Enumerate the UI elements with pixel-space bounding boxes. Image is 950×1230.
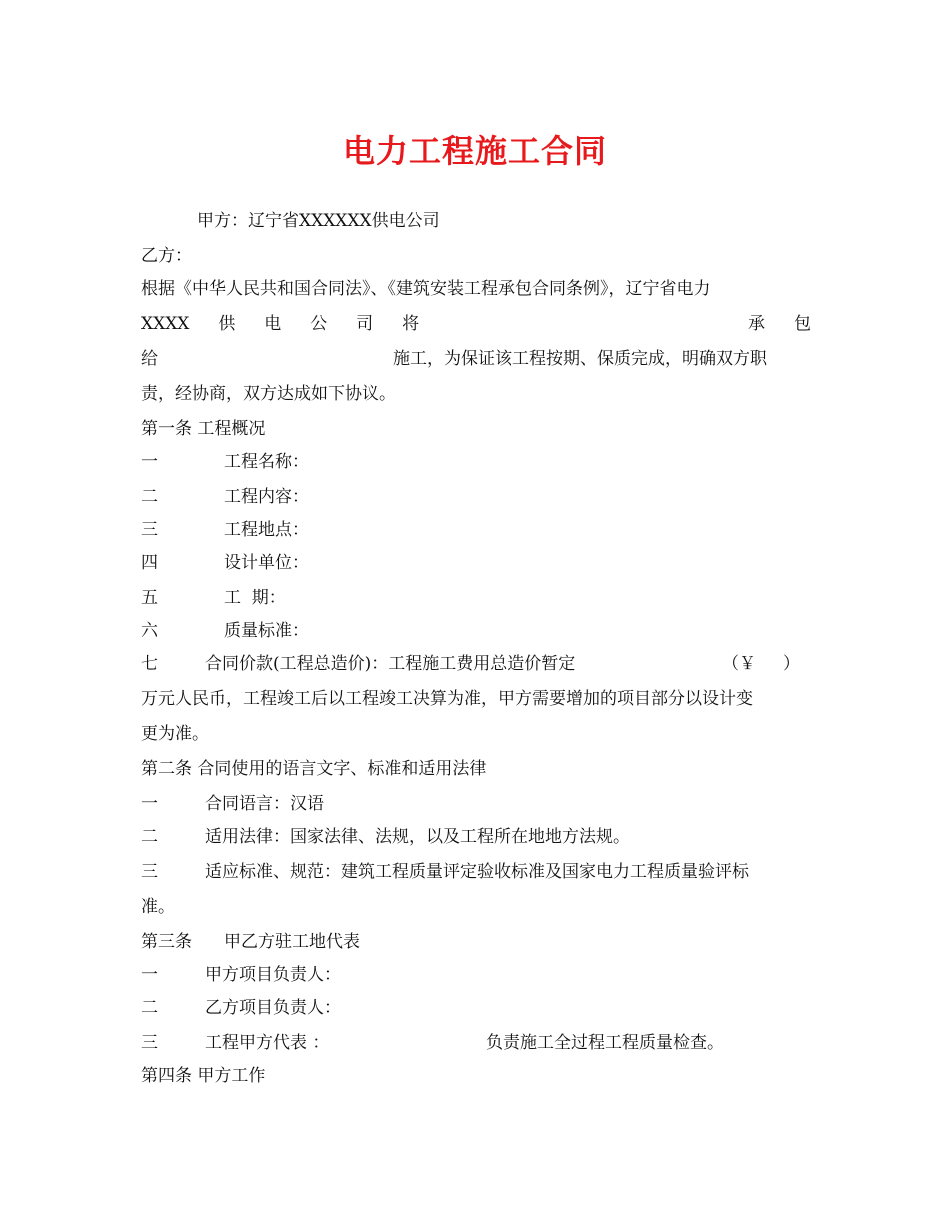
article-4-heading: 第四条 甲方工作 bbox=[141, 1066, 266, 1086]
article-3-heading-num: 第三条 bbox=[141, 932, 192, 952]
article-2-item-num: 三 bbox=[141, 862, 158, 882]
preamble-word: XXXX bbox=[141, 314, 190, 334]
preamble-word: 将 bbox=[402, 314, 420, 334]
preamble-line-1: 根据《中华人民共和国合同法》、《建筑安装工程承包合同条例》，辽宁省电力 bbox=[141, 279, 711, 299]
preamble-line-4: 责，经协商，双方达成如下协议。 bbox=[141, 384, 396, 404]
party-a-line: 甲方：辽宁省XXXXXX供电公司 bbox=[197, 211, 440, 231]
article-1-item-num: 二 bbox=[141, 487, 158, 507]
article-1-item-text: 工程内容： bbox=[224, 487, 309, 507]
article-3-item-num: 二 bbox=[141, 998, 158, 1018]
article-3-item-num: 一 bbox=[141, 965, 158, 985]
preamble-word: 电 bbox=[264, 314, 282, 334]
preamble-word: 公 bbox=[310, 314, 328, 334]
article-1-item-cont: 万元人民币，工程竣工后以工程竣工决算为准，甲方需要增加的项目部分以设计变 bbox=[141, 689, 753, 709]
article-2-item-text: 合同语言：汉语 bbox=[205, 794, 324, 814]
preamble-line-3b: 施工，为保证该工程按期、保质完成，明确双方职 bbox=[393, 349, 767, 369]
article-1-item-text: 质量标准： bbox=[224, 621, 309, 641]
article-1-item-num: 五 bbox=[141, 588, 158, 608]
article-2-item-num: 一 bbox=[141, 794, 158, 814]
article-1-item-text: 工程地点： bbox=[224, 520, 309, 540]
article-1-item-text: 设计单位： bbox=[224, 553, 309, 573]
article-2-heading: 第二条 合同使用的语言文字、标准和适用法律 bbox=[141, 759, 487, 779]
preamble-word: 承 bbox=[748, 314, 766, 334]
article-1-item-num: 四 bbox=[141, 553, 158, 573]
contract-amount: （￥ ） bbox=[722, 654, 801, 674]
article-2-item-num: 二 bbox=[141, 827, 158, 847]
preamble-word: 供 bbox=[218, 314, 236, 334]
article-1-item-num: 三 bbox=[141, 520, 158, 540]
article-2-item-cont: 准。 bbox=[141, 897, 175, 917]
article-1-item-cont: 更为准。 bbox=[141, 724, 209, 744]
article-1-item-num: 一 bbox=[141, 452, 158, 472]
article-3-item-text: 甲方项目负责人： bbox=[205, 965, 341, 985]
article-1-item-num: 七 bbox=[141, 654, 158, 674]
article-3-item-text: 工程甲方代表 ： bbox=[205, 1033, 330, 1053]
preamble-word: 包 bbox=[793, 314, 811, 334]
preamble-word: 司 bbox=[356, 314, 374, 334]
article-2-item-text: 适用法律：国家法律、法规，以及工程所在地地方法规。 bbox=[205, 827, 630, 847]
article-3-item-tail: 负责施工全过程工程质量检查。 bbox=[486, 1033, 724, 1053]
preamble-line-2 bbox=[141, 314, 811, 334]
article-3-heading-text: 甲乙方驻工地代表 bbox=[224, 932, 360, 952]
article-1-item-text: 合同价款(工程总造价)：工程施工费用总造价暂定 bbox=[205, 654, 576, 674]
article-3-item-text: 乙方项目负责人： bbox=[205, 998, 341, 1018]
article-1-item-text: 工程名称： bbox=[224, 452, 309, 472]
article-3-item-num: 三 bbox=[141, 1033, 158, 1053]
article-2-item-text: 适应标准、规范：建筑工程质量评定验收标准及国家电力工程质量验评标 bbox=[205, 862, 749, 882]
document-title: 电力工程施工合同 bbox=[342, 132, 607, 170]
article-1-item-num: 六 bbox=[141, 621, 158, 641]
article-1-item-text: 工 期： bbox=[224, 588, 286, 608]
preamble-line-3a: 给 bbox=[141, 349, 158, 369]
party-b-line: 乙方： bbox=[141, 246, 192, 266]
article-1-heading: 第一条 工程概况 bbox=[141, 419, 266, 439]
